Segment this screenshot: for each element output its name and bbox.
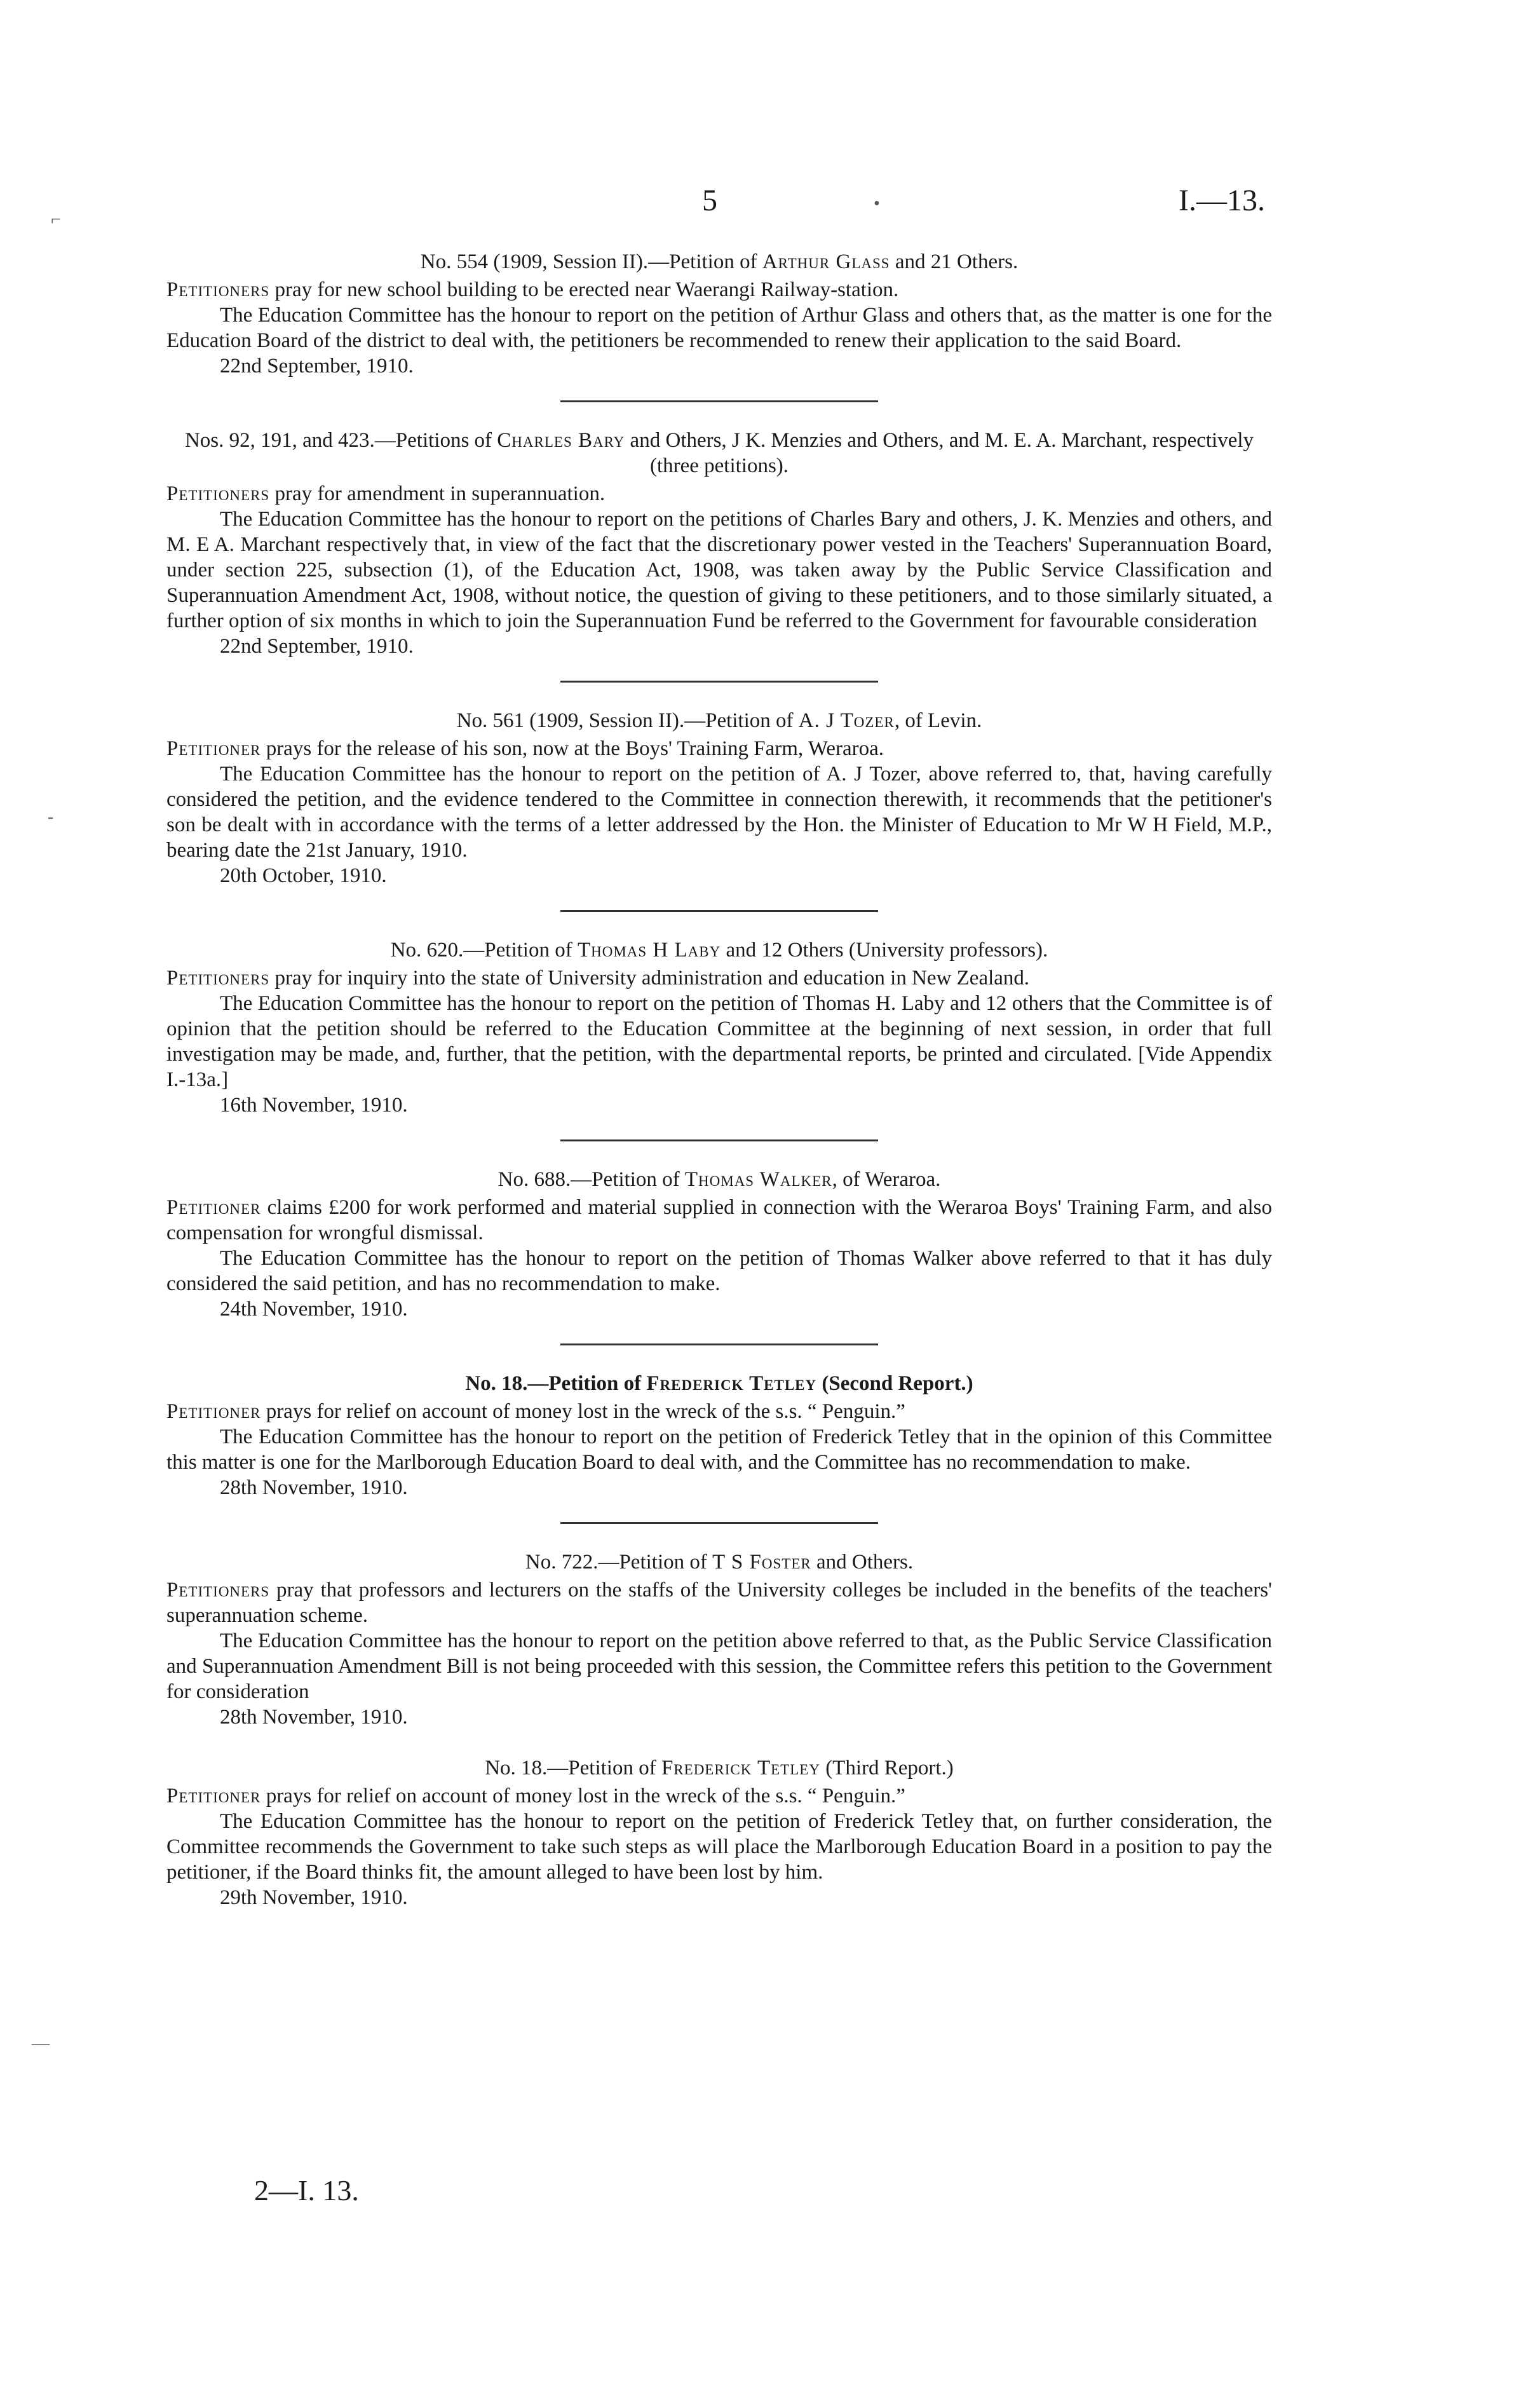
printer-signature: 2—I. 13.	[254, 2174, 359, 2207]
margin-dash-mark: -	[48, 807, 54, 827]
petition-title: No. 722.—Petition of T S Foster and Others.	[525, 1551, 914, 1574]
petition-entry	[166, 708, 1272, 888]
committee-report: The Education Committee has the honour to report on the petition of Frederick Tetley that, on further consideration, the Committee recommends the Government to take such steps as will place the Marlborough Education Board in a position to pay the petitioner, if the Board thinks fit, the amount alleged to have been lost by him.	[166, 1810, 1272, 1884]
petition-title: No. 561 (1909, Session II).—Petition of A. J Tozer, of Levin.	[456, 709, 982, 732]
petition-title: No. 688.—Petition of Thomas Walker, of Weraroa.	[497, 1168, 941, 1191]
petition-title: Nos. 92, 191, and 423.—Petitions of Charles Bary and Others, J K. Menzies and Others, and M. E. A. Marchant, respectively (three petitions).	[184, 429, 1254, 477]
report-date: 28th November, 1910.	[220, 1706, 408, 1729]
committee-report: The Education Committee has the honour to report on the petitions of Charles Bary and others, J. K. Menzies and others, and M. E A. Marchant respectively that, in view of the fact that the discretionary power vested in the Teachers' Superannuation Board, under section 225, subsection (1), of the Education Act, 1908, was taken away by the Public Service Classification and Superannuation Amendment Act, 1908, without notice, the question of giving to these petitioners, and to those similarly situated, a further option of six months in which to join the Superannuation Fund be referred to the Government for favourable consideration	[166, 508, 1272, 632]
petition-title: No. 18.—Petition of Frederick Tetley (Third Report.)	[485, 1757, 954, 1779]
petition-entry	[166, 428, 1272, 659]
page-number: 5	[702, 184, 717, 217]
report-date: 29th November, 1910.	[220, 1886, 408, 1909]
page-reference: I.—13.	[1179, 184, 1265, 217]
section-divider	[560, 681, 878, 683]
petition-prayer: Petitioners pray for inquiry into the state of University administration and education in New Zealand.	[166, 967, 1030, 990]
petition-prayer: Petitioner prays for relief on account of money lost in the wreck of the s.s. “ Penguin.”	[166, 1785, 905, 1807]
committee-report: The Education Committee has the honour to report on the petition of Frederick Tetley that in the opinion of this Committee this matter is one for the Marlborough Education Board to deal with, and the Committee has no recommendation to make.	[166, 1425, 1272, 1474]
stray-dot-mark: •	[874, 194, 880, 214]
committee-report: The Education Committee has the honour to report on the petition of Arthur Glass and others that, as the matter is one for the Education Board of the district to deal with, the petitioners be recommended to renew their application to the said Board.	[166, 304, 1272, 352]
committee-report: The Education Committee has the honour to report on the petition of A. J Tozer, above referred to, that, having carefully considered the petition, and the evidence tendered to the Committee in connection therewith, it recommends that the petitioner's son be dealt with in accordance with the terms of a letter addressed by the Hon. the Minister of Education to Mr W H Field, M.P., bearing date the 21st January, 1910.	[166, 763, 1272, 862]
committee-report: The Education Committee has the honour to report on the petition above referred to that, as the Public Service Classification and Superannuation Amendment Bill is not being proceeded with this session, the Committee refers this petition to the Government for consideration	[166, 1629, 1272, 1703]
section-divider	[560, 1343, 878, 1345]
section-divider	[560, 910, 878, 912]
report-date: 22nd September, 1910.	[220, 635, 414, 658]
petition-prayer: Petitioners pray for amendment in superannuation.	[166, 482, 606, 505]
report-date: 28th November, 1910.	[220, 1476, 408, 1499]
petition-title: No. 620.—Petition of Thomas H Laby and 12 Others (University professors).	[390, 939, 1048, 962]
committee-report: The Education Committee has the honour to report on the petition of Thomas Walker above referred to that it has duly considered the said petition, and has no recommendation to make.	[166, 1247, 1272, 1295]
section-divider	[560, 400, 878, 402]
petition-title: No. 554 (1909, Session II).—Petition of Arthur Glass and 21 Others.	[420, 250, 1019, 273]
petition-prayer: Petitioner prays for the release of his son, now at the Boys' Training Farm, Weraroa.	[166, 737, 884, 760]
petition-entry	[166, 937, 1272, 1118]
report-date: 16th November, 1910.	[220, 1094, 408, 1117]
petitions-list	[166, 249, 1272, 1910]
margin-tick-mark: ⌐	[51, 210, 61, 229]
report-date: 22nd September, 1910.	[220, 355, 414, 378]
section-divider	[560, 1522, 878, 1524]
petition-prayer: Petitioner prays for relief on account of money lost in the wreck of the s.s. “ Penguin.”	[166, 1400, 905, 1423]
report-date: 20th October, 1910.	[220, 864, 387, 887]
report-date: 24th November, 1910.	[220, 1298, 408, 1321]
petition-title: No. 18.—Petition of Frederick Tetley (Second Report.)	[465, 1372, 973, 1395]
petition-prayer: Petitioner claims £200 for work performed and material supplied in connection with the Weraroa Boys' Training Farm, and also compensation for wrongful dismissal.	[166, 1196, 1272, 1244]
petition-entry	[166, 249, 1272, 379]
margin-line-mark: —	[32, 2034, 50, 2053]
petition-entry	[166, 1371, 1272, 1500]
petition-entry	[166, 1549, 1272, 1730]
section-divider	[560, 1139, 878, 1141]
petition-prayer: Petitioners pray that professors and lecturers on the staffs of the University colleges be included in the benefits of the teachers' superannuation scheme.	[166, 1579, 1272, 1627]
petition-entry	[166, 1755, 1272, 1910]
petition-prayer: Petitioners pray for new school building to be erected near Waerangi Railway-station.	[166, 278, 899, 301]
page-header	[0, 183, 1516, 234]
committee-report: The Education Committee has the honour to report on the petition of Thomas H. Laby and 12 others that the Committee is of opinion that the petition should be referred to the Education Committee at the beginning of next session, in order that full investigation may be made, and, further, that the petition, with the departmental reports, be printed and circulated. [Vide Appendix I.-13a.]	[166, 992, 1272, 1091]
section-spacer	[166, 1730, 1272, 1755]
petition-entry	[166, 1167, 1272, 1322]
